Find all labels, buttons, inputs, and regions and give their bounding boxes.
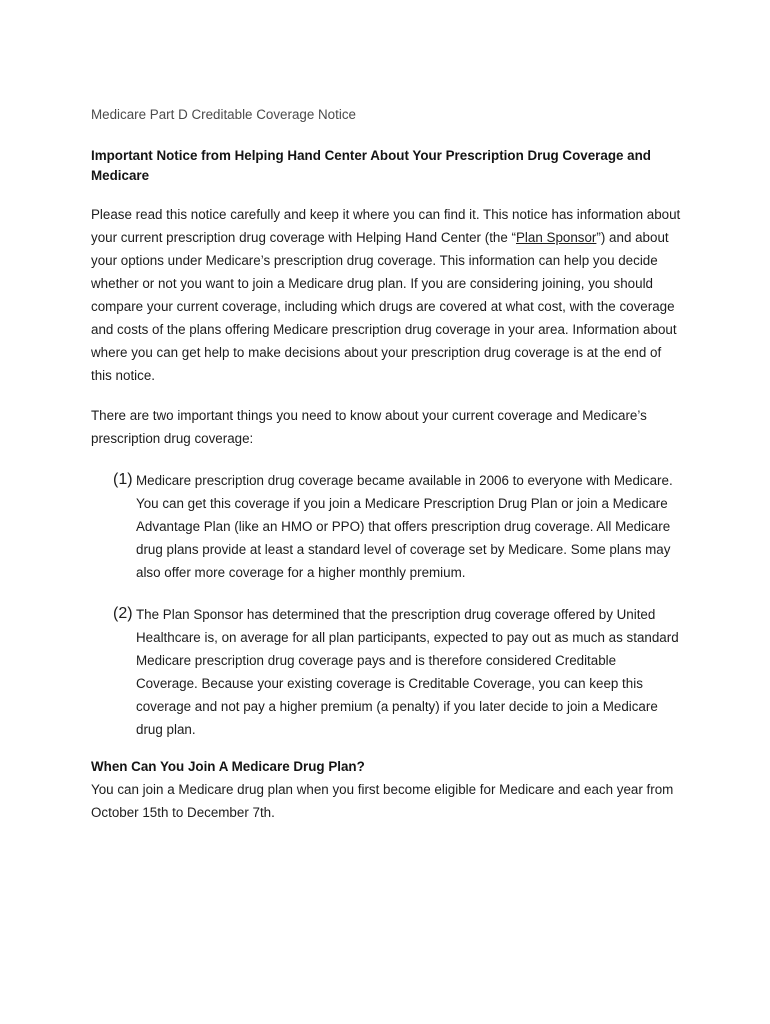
notice-heading: Important Notice from Helping Hand Center About Your Prescription Drug Coverage and Medicare bbox=[91, 148, 651, 183]
section-heading-join: When Can You Join A Medicare Drug Plan? bbox=[91, 759, 365, 774]
section-paragraph-join: You can join a Medicare drug plan when you first become eligible for Medicare and each year from October 15th to December 7th. bbox=[91, 782, 674, 820]
intro-text-part2: ”) and about your options under Medicare’s prescription drug coverage. This information can help you decide whether or not you want to join a Medicare drug plan. If you are considering joining, you should compare your current coverage, including which drugs are covered at what cost, with the coverage and costs of the plans offering Medicare prescription drug coverage in your area. Information about where you can get help to make decisions about your prescription drug coverage is at the end of this notice. bbox=[91, 230, 677, 383]
list-item-number: (2) bbox=[113, 605, 133, 622]
two-things-paragraph: There are two important things you need to know about your current coverage and Medicare’s prescription drug coverage: bbox=[91, 408, 647, 446]
document-page bbox=[91, 104, 681, 824]
list-item bbox=[91, 603, 681, 741]
plan-sponsor-term: Plan Sponsor bbox=[516, 230, 597, 245]
list-item bbox=[91, 469, 681, 584]
list-item-text: Medicare prescription drug coverage became available in 2006 to everyone with Medicare. You can get this coverage if you join a Medicare Prescription Drug Plan or join a Medicare Advantage Plan (like an HMO or PPO) that offers prescription drug coverage. All Medicare drug plans provide at least a standard level of coverage set by Medicare. Some plans may also offer more coverage for a higher monthly premium. bbox=[136, 473, 673, 580]
list-item-number: (1) bbox=[113, 471, 133, 488]
intro-paragraph bbox=[91, 203, 681, 387]
intro-text-part1: Please read this notice carefully and keep it where you can find it. This notice has information about your current prescription drug coverage with Helping Hand Center (the “ bbox=[91, 207, 681, 245]
document-title: Medicare Part D Creditable Coverage Notice bbox=[91, 107, 356, 122]
list-item-text: The Plan Sponsor has determined that the prescription drug coverage offered by United Healthcare is, on average for all plan participants, expected to pay out as much as standard Medicare prescription drug coverage pays and is therefore considered Creditable Coverage. Because your existing coverage is Creditable Coverage, you can keep this coverage and not pay a higher premium (a penalty) if you later decide to join a Medicare drug plan. bbox=[136, 607, 679, 737]
